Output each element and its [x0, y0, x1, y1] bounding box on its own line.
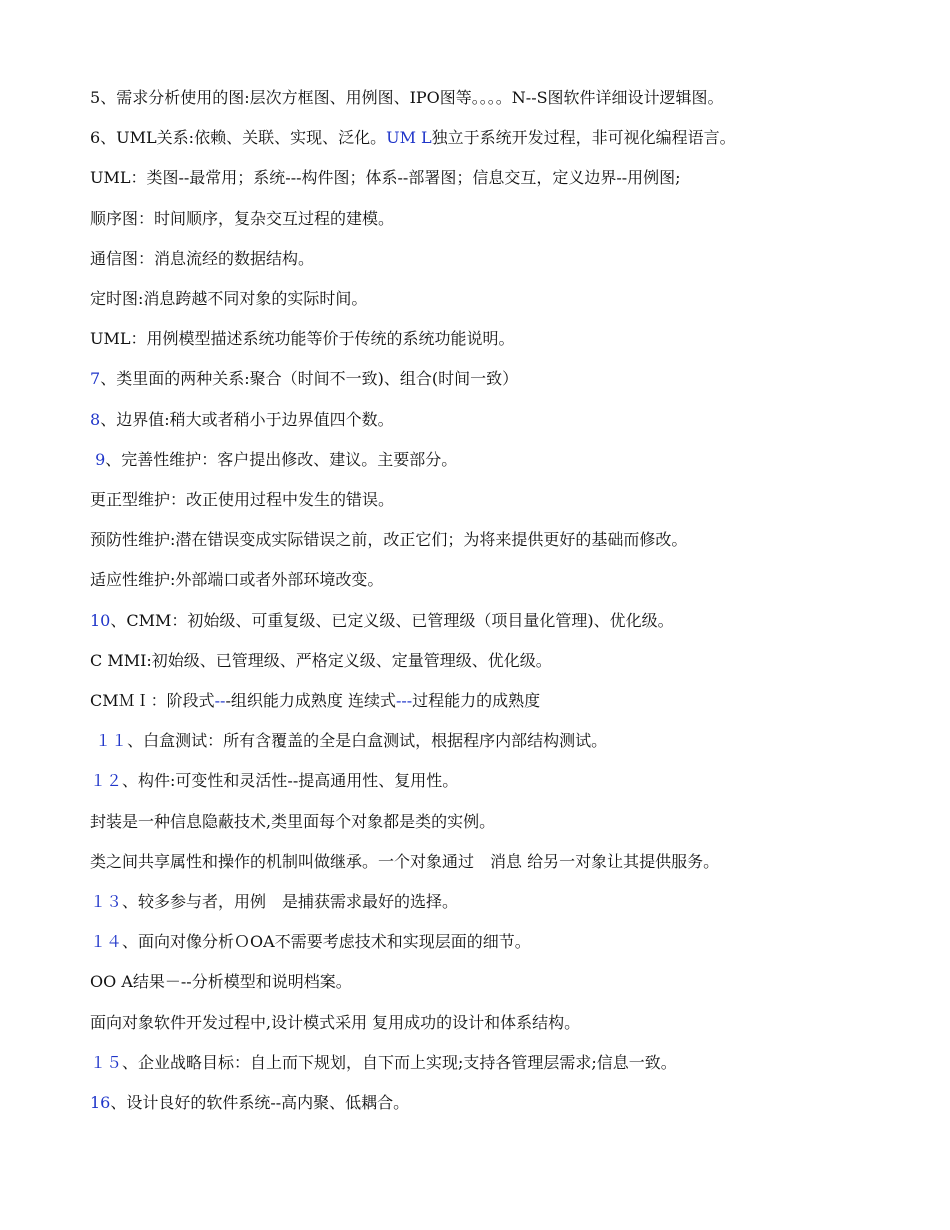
numbered-marker: 16 [90, 1093, 111, 1112]
numbered-marker: １４ [90, 932, 123, 952]
numbered-marker: １５ [90, 1052, 123, 1072]
text-segment: 、白盒测试：所有含覆盖的全是白盒测试，根据程序内部结构测试。 [127, 731, 608, 751]
numbered-marker: １１ [90, 731, 128, 751]
text-segment: 更正型维护：改正使用过程中发生的错误。 [90, 490, 395, 509]
text-segment: 5 [90, 88, 101, 107]
text-segment: UML：类图--最常用；系统---构件图；体系--部署图；信息交互，定义边界--用例图; [90, 168, 681, 188]
text-segment: 、类里面的两种关系:聚合（时间不一致)、组合(时间一致） [100, 369, 519, 389]
text-segment: 类之间共享属性和操作的机制叫做继承。一个对象通过 消息 给另一对象让其提供服务。 [90, 851, 720, 871]
text-segment: 、边界值:稍大或者稍小于边界值四个数。 [100, 409, 394, 429]
text-segment: 组织能力成熟度 连续式 [230, 691, 396, 710]
text-line [90, 570, 383, 590]
text-segment: 预防性维护:潜在错误变成实际错误之前，改正它们；为将来提供更好的基础而修改。 [90, 530, 688, 550]
text-segment: 过程能力的成熟度 [412, 691, 541, 710]
text-line [90, 88, 724, 108]
text-line [90, 932, 531, 952]
text-segment: 、构件:可变性和灵活性--提高通用性、复用性。 [122, 771, 459, 791]
numbered-marker: 7 [90, 369, 101, 389]
text-line [90, 410, 394, 430]
text-line [90, 731, 607, 751]
text-line [90, 611, 674, 631]
text-line [90, 450, 457, 470]
text-line [90, 1093, 409, 1113]
text-line [90, 289, 367, 309]
text-line [90, 892, 458, 912]
text-line [90, 329, 515, 349]
text-segment: 封装是一种信息隐蔽技术,类里面每个对象都是类的实例。 [90, 811, 496, 831]
text-segment: 、面向对像分析ＯOA不需要考虑技术和实现层面的细节。 [122, 932, 531, 952]
text-line [90, 490, 394, 510]
numbered-marker: 10 [90, 610, 111, 630]
text-segment: 6、UML关系:依赖、关联、实现、泛化。 [90, 128, 387, 148]
numbered-marker: 9 [90, 449, 106, 469]
text-segment: C MMI:初始级、已管理级、严格定义级、定量管理级、优化级。 [90, 650, 552, 670]
text-segment: - [225, 691, 231, 710]
text-segment: UML：用例模型描述系统功能等价于传统的系统功能说明。 [90, 329, 515, 349]
text-segment: 适应性维护:外部端口或者外部环境改变。 [90, 570, 384, 590]
text-line [90, 530, 687, 550]
text-segment: 面向对象软件开发过程中,设计模式采用 复用成功的设计和体系结构。 [90, 1012, 581, 1032]
numbered-marker: 8 [90, 409, 101, 429]
text-line [90, 691, 540, 711]
text-segment: CMＭＩ：阶段式 [90, 691, 215, 710]
text-segment: 定时图:消息跨越不同对象的实际时间。 [90, 289, 368, 308]
text-segment: 顺序图：时间顺序，复杂交互过程的建模。 [90, 208, 395, 228]
text-line [90, 249, 314, 269]
text-segment: 、完善性维护：客户提出修改、建议。主要部分。 [105, 449, 458, 469]
text-line [90, 128, 736, 148]
text-line [90, 168, 681, 188]
text-segment: 、设计良好的软件系统--高内聚、低耦合。 [110, 1093, 410, 1112]
numbered-marker: --- [395, 691, 413, 710]
text-segment: 、较多参与者，用例 是捕获需求最好的选择。 [122, 892, 459, 911]
text-segment: 、CMM：初始级、可重复级、已定义级、已管理级（项目量化管理)、优化级。 [110, 610, 674, 630]
numbered-marker: UM L [386, 128, 432, 148]
text-line [90, 812, 495, 832]
text-segment: 独立于系统开发过程，非可视化编程语言。 [431, 128, 736, 148]
text-line [90, 1053, 677, 1073]
text-line [90, 1013, 580, 1033]
numbered-marker: １３ [90, 892, 123, 911]
text-line [90, 771, 458, 791]
text-line [90, 651, 552, 671]
text-segment: 、企业战略目标：自上而下规划，自下而上实现;支持各管理层需求;信息一致。 [122, 1052, 677, 1072]
text-segment: 通信图：消息流经的数据结构。 [90, 248, 315, 268]
text-segment: 、需求分析使用的图:层次方框图、用例图、IPO图等。。。。N--S图软件详细设计逻辑图。 [100, 88, 724, 107]
numbered-marker: -- [214, 691, 226, 710]
text-segment: OO A结果－--分析模型和说明档案。 [90, 972, 352, 992]
text-line [90, 369, 518, 389]
numbered-marker: １２ [90, 771, 123, 791]
text-line [90, 972, 352, 992]
text-line [90, 852, 719, 872]
text-line [90, 209, 394, 229]
